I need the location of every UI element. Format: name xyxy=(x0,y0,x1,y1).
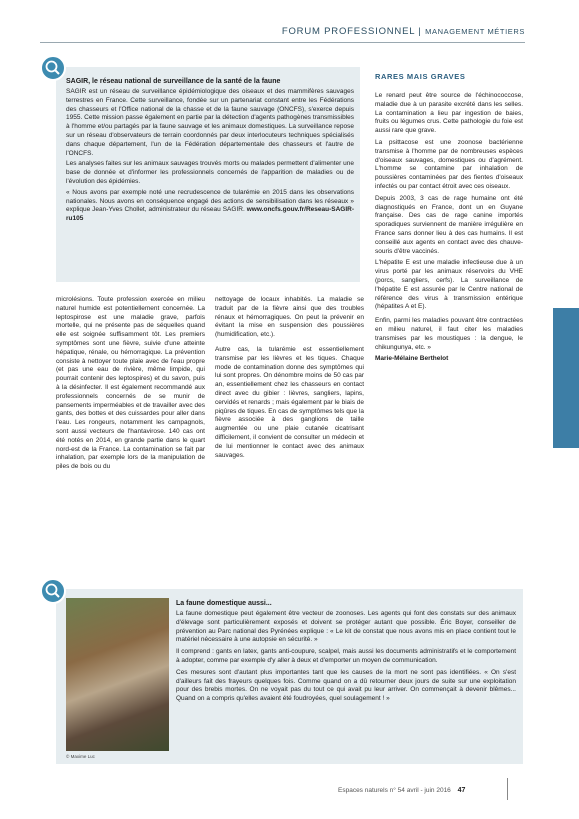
header-subsection: MANAGEMENT MÉTIERS xyxy=(425,27,525,36)
footer-divider xyxy=(507,778,508,800)
rabies-paragraph: Depuis 2003, 3 cas de rage humaine ont été diagnostiqués en France, dont un en Guyane française. Des cas de rage canine importés sporadiques surviennent de manière irrégulière en France sans donner lieu à des cas humains. Il est conseillé aux agents en contact avec des chauve-souris d'être vaccinés. xyxy=(375,194,523,255)
body-column-2 xyxy=(215,296,364,466)
echinococcosis-paragraph: Le renard peut être source de l'échinococcose, maladie due à un parasite excrété dans les selles. La contamination a lieu par ingestion de baies, fruits ou légumes crus. Cette pathologie du foie est aussi rare que grave. xyxy=(375,92,523,135)
magnifier-icon xyxy=(40,578,66,604)
psittacosis-paragraph: La psittacose est une zoonose bactérienne transmise à l'homme par de nombreuses espèces d'oiseaux sauvages, domestiques ou d'agrément. L'homme se contamine par inhalation de poussières contaminées par des fientes d'oiseaux infectés ou par contact étroit avec ces oiseaux. xyxy=(375,138,523,190)
header-section: FORUM PROFESSIONNEL xyxy=(281,26,415,37)
sagir-box-title: SAGIR, le réseau national de surveillance de la santé de la faune xyxy=(66,78,281,85)
side-color-tab xyxy=(553,308,579,448)
sagir-paragraph-2: Les analyses faites sur les animaux sauvages trouvés morts ou malades permettent d'alimenter une base de donnée et d'informer les professionnels concernés de l'apparition de maladies ou de l'évolution des épidémies. xyxy=(66,160,354,185)
mosquito-paragraph: Enfin, parmi les maladies pouvant être contractées en milieu naturel, il faut citer les maladies transmises par les moustiques : la dengue, le chikungunya, etc. » xyxy=(375,317,523,351)
hepatitis-e-paragraph: L'hépatite E est une maladie infectieuse due à un virus porté par les animaux réservoirs du VHE (porcs, sangliers, cerfs). La surveillance de l'hépatite E est assurée par le Centre national de référence des virus à transmission entérique (hépatites A et E). xyxy=(375,259,523,311)
body-column-1 xyxy=(56,296,205,472)
magnifier-icon xyxy=(40,55,66,81)
header-divider xyxy=(40,42,525,43)
sagir-paragraph-1: SAGIR est un réseau de surveillance épidémiologique des oiseaux et des mammifères sauvages terrestres en France. Cette surveillance, fondée sur un partenariat constant entre les Fédérations des chasseurs et l'Office national de la chasse et de la faune sauvage (ONCFS), s'exerce depuis 1955. Cette mission passe également en partie par la détection d'agents pathogènes transmissibles à l'homme et/ou partagés par la faune sauvage et les animaux domestiques. La surveillance repose sur un réseau d'observateurs de terrain coordonnés par deux interlocuteurs techniques spécialisés dans chaque département, l'un de la Fédération départementale des chasseurs et l'autre de l'ONCFS. xyxy=(66,88,354,157)
domestic-fauna-paragraph-1: La faune domestique peut également être vecteur de zoonoses. Les agents qui font des constats sur des animaux d'élevage sont particulièrement exposés et doivent se protéger autant que possible. Éric Boyer, conseiller de prévention au Parc national des Pyrénées explique : « Le kit de constat que nous avons mis en place contient tout le matériel nécessaire à une autopsie en sécurité. » xyxy=(176,610,516,644)
sagir-box-content xyxy=(66,78,354,224)
domestic-fauna-content xyxy=(176,600,516,707)
sagir-paragraph-3 xyxy=(66,189,354,224)
right-column xyxy=(375,92,523,367)
sagir-link[interactable]: www.oncfs.gouv.fr/Reseau-SAGIR-ru105 xyxy=(66,206,355,223)
page-number: 47 xyxy=(457,787,466,794)
footer-publication: Espaces naturels n° 54 avril - juin 2016 xyxy=(338,787,451,794)
autopsy-photo xyxy=(66,598,169,751)
hantavirus-continued-text: nettoyage de locaux inhabités. La maladie se traduit par de la fièvre ainsi que des troubles rénaux et hémorragiques. On peut la prévenir en évitant la mise en suspension des poussières (humidification, etc.). xyxy=(215,296,364,339)
article-author: Marie-Mélaine Berthelot xyxy=(375,355,449,363)
page-footer xyxy=(338,787,465,794)
sagir-quote: « Nous avons par exemple noté une recrudescence de tularémie en 2015 dans les observations nationales. Nous avons en conséquence engagé des actions de sensibilisation dans les réseaux » explique Jean-Yves Chollet, administrateur du réseau SAGIR. xyxy=(66,188,354,214)
domestic-fauna-title: La faune domestique aussi... xyxy=(176,600,272,607)
domestic-fauna-paragraph-3: Ces mesures sont d'autant plus importantes tant que les causes de la mort ne sont pas identifiées. « On s'est d'ailleurs fait des frayeurs quelques fois. Comme quand on a dû retourner deux jours de suite sur une exploitation pour des brebis mortes. On ne voyait pas du tout ce qui avait pu leur arriver. On commençait à devenir blêmes... Quand on a compris qu'elles avaient été foudroyées, quel soulagement ! » xyxy=(176,668,516,703)
page-header xyxy=(270,26,525,37)
leptospirosis-text: microlésions. Toute profession exercée en milieu naturel humide est potentiellement concernée. La leptospirose est une maladie grave, parfois mortelle, qui ne présente pas de séquelles quand elle est soignée suffisamment tôt. Les premiers symptômes sont une fièvre, suivie d'une atteinte hépatique, rénale, ou hémorragique. La prévention consiste à nettoyer toute plaie avec de l'eau propre (et pas une eau de rivière, même limpide, qui pourrait contenir des leptospires) et du savon, puis à la désinfecter. Il est également recommandé aux professionnels concernés de se munir de pansements imperméables et de travailler avec des gants, des bottes et des cuissardes pour aller dans l'eau. Les rongeurs, notamment les campagnols, sont aussi vecteurs de l'hantavirose. 140 cas ont été notés en 2014, en grande partie dans le quart nord-est de la France. La contamination se fait par inhalation, par exemple lors de la manipulation de piles de bois ou du xyxy=(56,296,205,471)
tularemia-text: Autre cas, la tularémie est essentiellement transmise par les lièvres et les tiques. Chaque mode de contamination donne des symptômes qui lui sont propres. On dénombre moins de 50 cas par an, essentiellement chez les chasseurs en contact direct avec du gibier : lièvres, sangliers, lapins, cervidés et renards ; mais également par le biais de piqûres de tiques. En cas de symptômes tels que la fièvre associée à des ganglions de taille augmentée ou une plaie cutanée cicatrisant difficilement, il convient de consulter un médecin et de lui mentionner le contact avec des animaux sauvages. xyxy=(215,345,364,459)
header-separator: | xyxy=(418,26,422,37)
domestic-fauna-paragraph-2: Il comprend : gants en latex, gants anti-coupure, scalpel, mais aussi les documents administratifs et le comportement à adopter, comme par exemple d'y aller à deux et d'emporter un moyen de communication. xyxy=(176,648,516,664)
photo-credit: © Maxime Luc xyxy=(66,754,95,759)
rare-diseases-heading: RARES MAIS GRAVES xyxy=(375,72,466,81)
